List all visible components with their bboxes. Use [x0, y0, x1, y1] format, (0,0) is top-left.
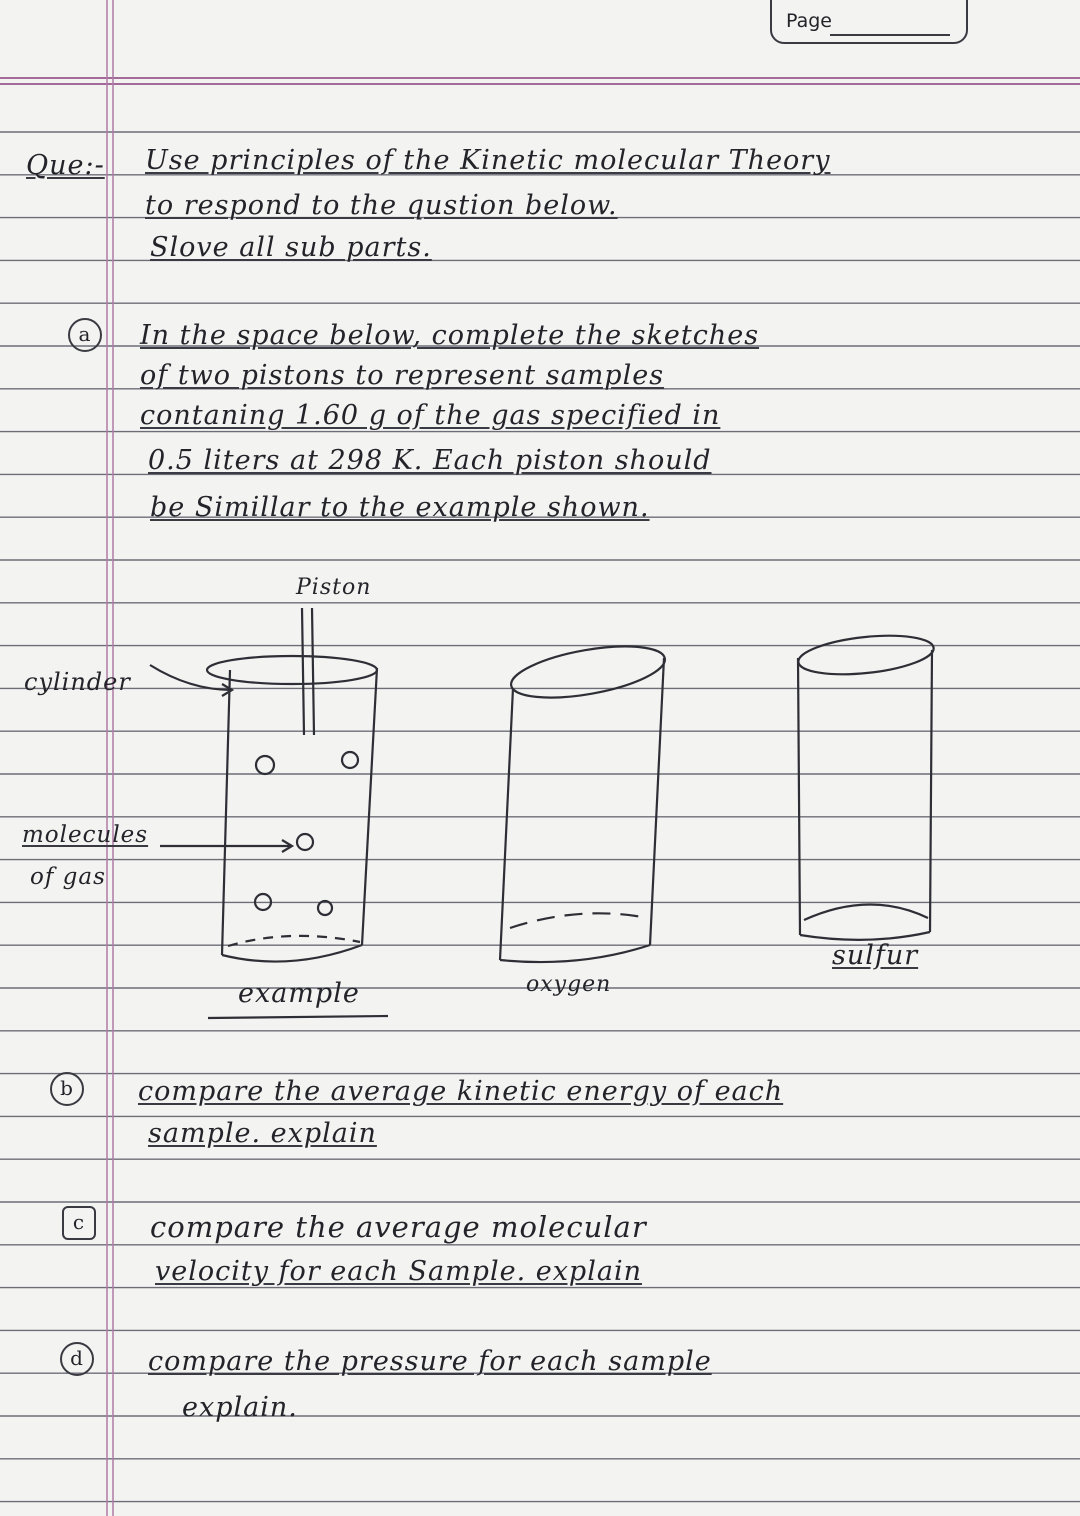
part-b-line-2: sample. explain	[148, 1118, 377, 1149]
page-label: Page	[786, 10, 832, 32]
cylinder-label: cylinder	[24, 668, 131, 696]
page-number-line	[830, 34, 950, 36]
example-cylinder-left-wall	[222, 670, 230, 955]
molecules-label-2: of gas	[30, 864, 106, 890]
example-cylinder-bottom-dash	[228, 936, 360, 946]
molecules-label-1: molecules	[22, 822, 149, 848]
sulfur-cylinder-left-wall	[798, 658, 800, 935]
part-a-line-3: contaning 1.60 g of the gas specified in	[140, 400, 721, 431]
sulfur-cylinder-top	[796, 630, 935, 680]
molecule	[297, 834, 313, 850]
example-underline	[208, 1016, 388, 1018]
part-c-badge: c	[62, 1206, 96, 1240]
part-c-line-1: compare the average molecular	[150, 1210, 647, 1244]
example-cylinder-top	[207, 656, 377, 684]
part-a-line-5: be Simillar to the example shown.	[150, 492, 650, 523]
part-c-line-2: velocity for each Sample. explain	[155, 1256, 642, 1287]
example-cylinder-bottom	[222, 945, 362, 962]
part-b-line-1: compare the average kinetic energy of each	[138, 1076, 784, 1107]
example-cylinder-right-wall	[362, 668, 377, 945]
part-d-line-2: explain.	[182, 1392, 298, 1423]
part-a-badge: a	[68, 318, 102, 352]
question-line-2: to respond to the qustion below.	[145, 190, 618, 221]
piston-rod-left	[302, 608, 304, 735]
molecule	[342, 752, 358, 768]
part-a-line-2: of two pistons to represent samples	[140, 360, 665, 391]
piston-rod-right	[312, 608, 314, 735]
example-label: example	[238, 978, 360, 1009]
oxygen-cylinder-top	[507, 637, 668, 707]
sulfur-cylinder-bottom	[800, 932, 930, 940]
sulfur-cylinder-right-wall	[930, 650, 932, 932]
part-b-badge: b	[50, 1072, 84, 1106]
molecule	[255, 894, 271, 910]
part-a-line-1: In the space below, complete the sketches	[140, 320, 760, 351]
question-line-3: Slove all sub parts.	[150, 232, 432, 263]
oxygen-cylinder-bottom-dash	[510, 913, 648, 928]
question-prefix: Que:-	[26, 150, 105, 181]
sulfur-label: sulfur	[832, 940, 919, 971]
oxygen-cylinder-bottom	[500, 945, 650, 962]
oxygen-cylinder-left-wall	[500, 688, 513, 960]
oxygen-label: oxygen	[526, 972, 612, 997]
molecule	[256, 756, 274, 774]
question-line-1: Use principles of the Kinetic molecular Theory	[145, 145, 831, 176]
oxygen-cylinder-right-wall	[650, 658, 664, 945]
part-d-line-1: compare the pressure for each sample	[148, 1346, 712, 1377]
piston-label: Piston	[296, 575, 372, 600]
sulfur-cylinder-bottom-curve	[804, 904, 928, 920]
part-a-line-4: 0.5 liters at 298 K. Each piston should	[148, 445, 712, 476]
page-number-box	[770, 0, 968, 44]
molecule	[318, 901, 332, 915]
part-d-badge: d	[60, 1342, 94, 1376]
